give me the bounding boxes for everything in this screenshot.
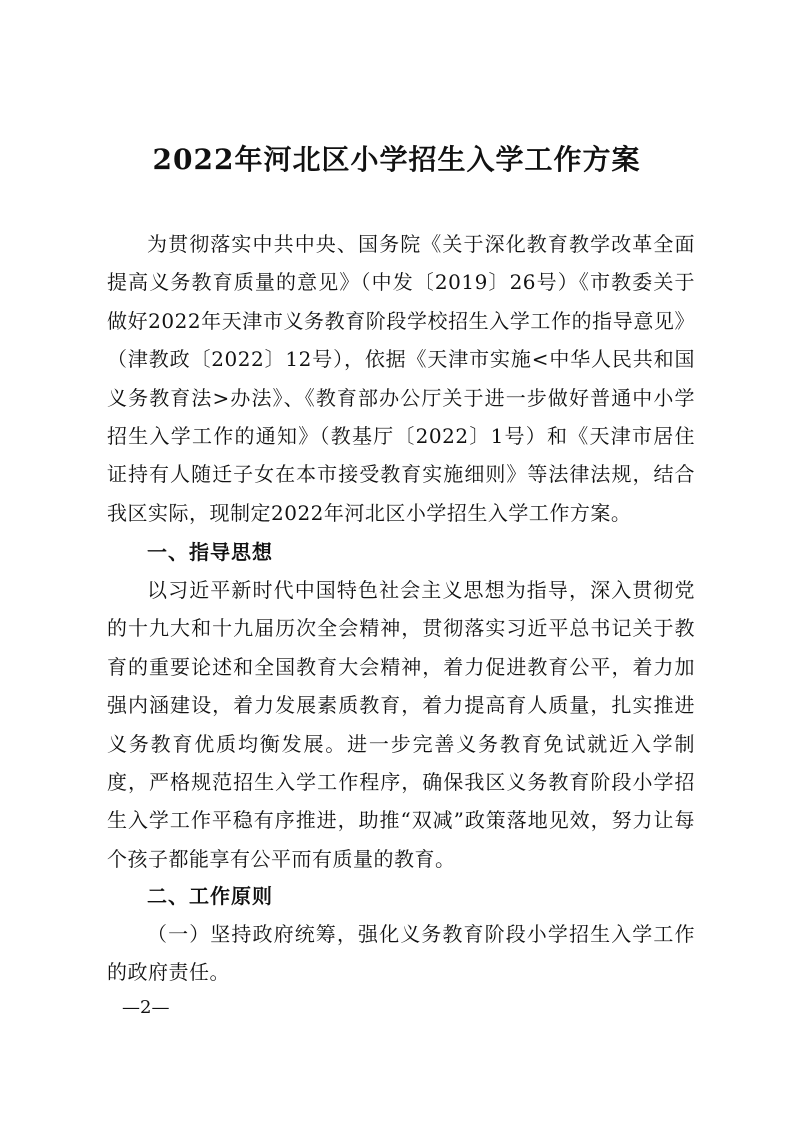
section-heading-guiding-thought: 一、指导思想 bbox=[147, 540, 273, 564]
principle-one-paragraph: （一）坚持政府统筹，强化义务教育阶段小学招生入学工作的政府责任。 bbox=[107, 922, 695, 985]
guiding-thought-paragraph: 以习近平新时代中国特色社会主义思想为指导，深入贯彻党的十九大和十九届历次全会精神，贯彻落实习近平总书记关于教育的重要论述和全国教育大会精神，着力促进教育公平，着力加强内涵建设，着力发展素质教育，着力提高育人质量，扎实推进义务教育优质均衡发展。进一步完善义务教育免试就近入学制度，严格规范招生入学工作程序，确保我区义务教育阶段小学招生入学工作平稳有序推进，助推“双减”政策落地见效，努力让每个孩子都能享有公平而有质量的教育。 bbox=[107, 578, 695, 871]
page-number: —2— bbox=[122, 997, 170, 1018]
document-title: 2022年河北区小学招生入学工作方案 bbox=[152, 143, 641, 176]
section-heading-work-principles: 二、工作原则 bbox=[147, 884, 273, 908]
intro-paragraph: 为贯彻落实中共中央、国务院《关于深化教育教学改革全面提高义务教育质量的意见》（中发〔2019〕26号）《市教委关于做好2022年天津市义务教育阶段学校招生入学工作的指导意见》（津教政〔2022〕12号），依据《天津市实施<中华人民共和国义务教育法>办法》、《教育部办公厅关于进一步做好普通中小学招生入学工作的通知》（教基厅〔2022〕1号）和《天津市居住证持有人随迁子女在本市接受教育实施细则》等法律法规，结合我区实际，现制定2022年河北区小学招生入学工作方案。 bbox=[107, 232, 695, 525]
